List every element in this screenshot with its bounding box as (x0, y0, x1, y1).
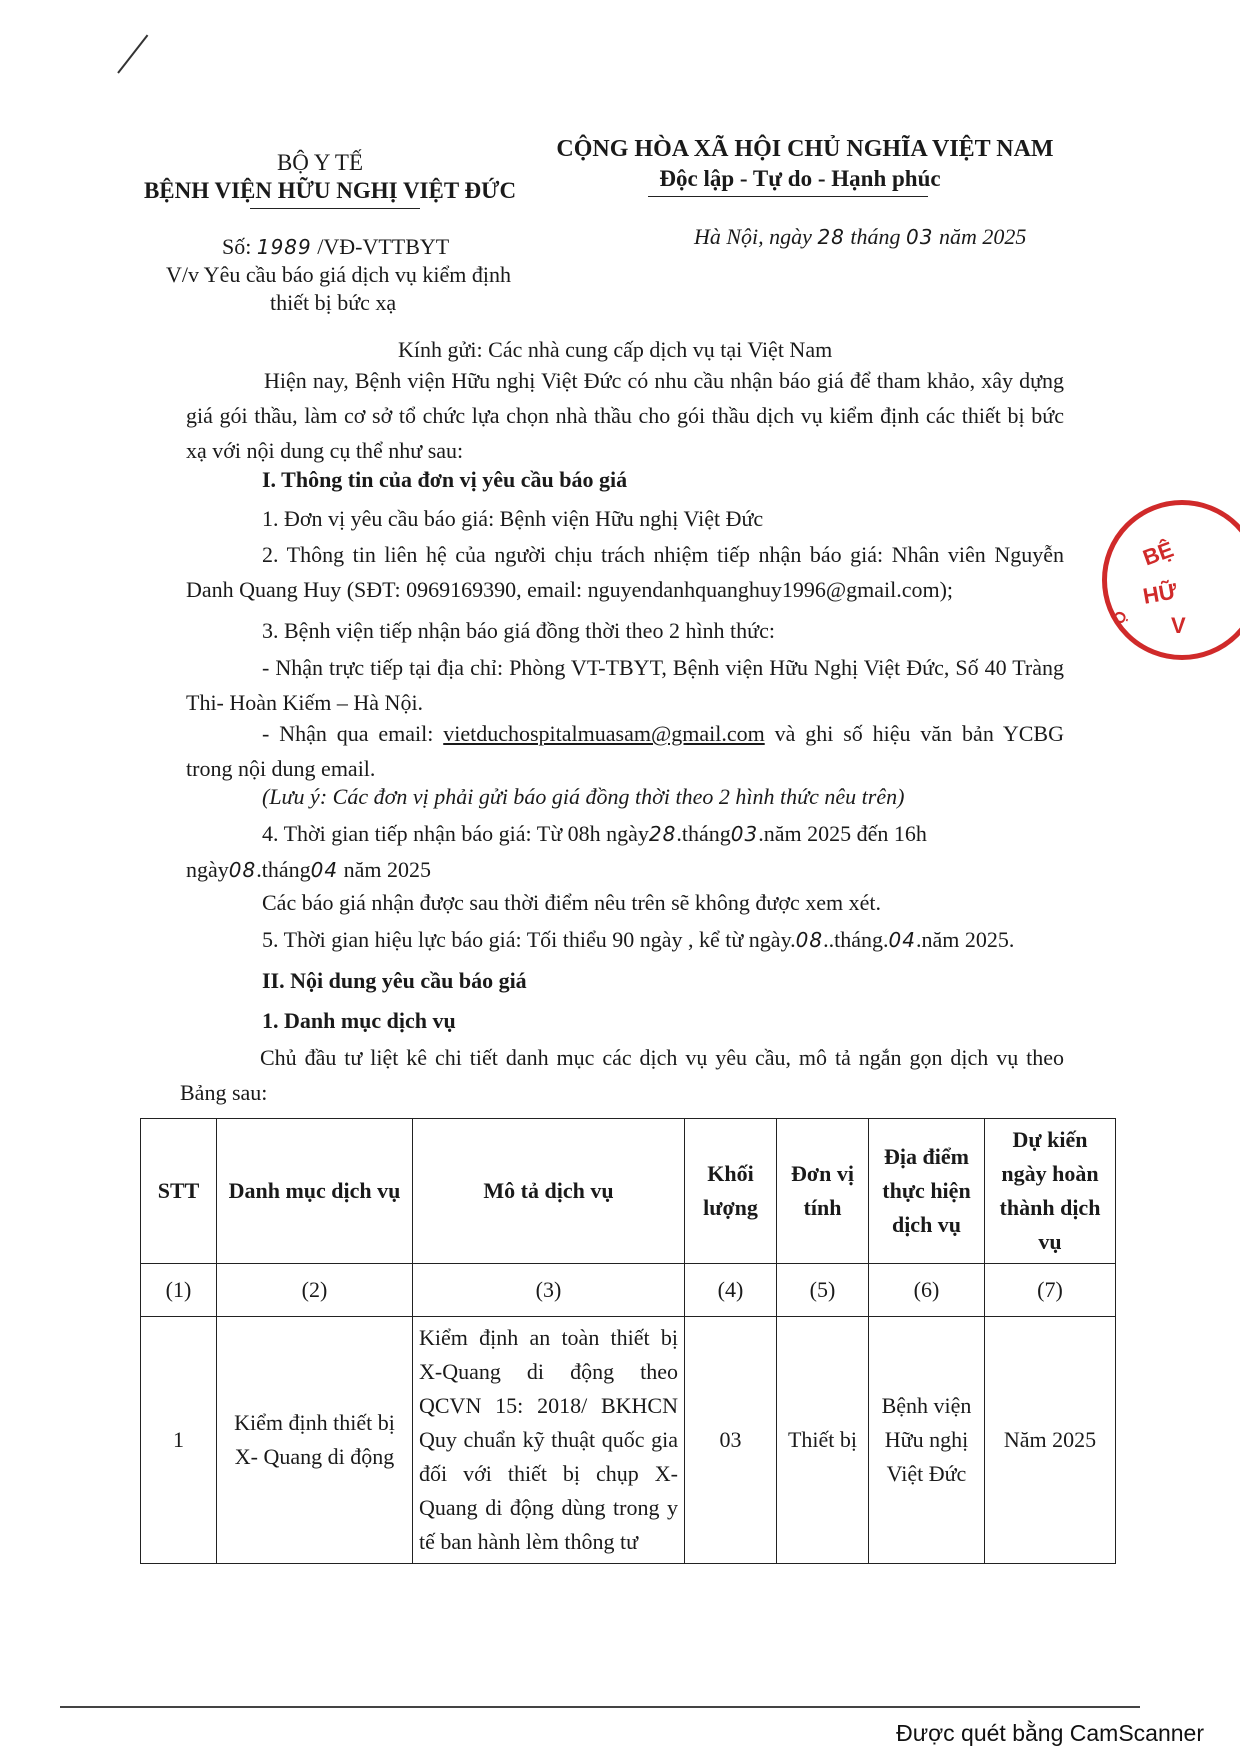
item-2-text: 2. Thông tin liên hệ của người chịu trách nhiệm tiếp nhận báo giá: Nhân viên Nguyễn Danh Quang Huy (SĐT: 0969169390, email: nguyendanhquanghuy1996@gmail.com); (186, 542, 1064, 602)
table-number-row (141, 1264, 1116, 1317)
cell-quantity: 03 (685, 1317, 777, 1564)
item-4-part-a: 4. Thời gian tiếp nhận báo giá: Từ 08h ngày (262, 821, 649, 846)
hospital-underline (250, 208, 420, 209)
item-3b-prefix: - Nhận qua email: (262, 721, 444, 746)
item-4-part-f: năm 2025 (338, 857, 431, 882)
date-month-label: tháng (850, 224, 901, 249)
doc-no-prefix: Số: (222, 234, 252, 259)
item-5-part-a: 5. Thời gian hiệu lực báo giá: Tối thiểu 90 ngày , kể từ ngày. (262, 927, 796, 952)
number-cell: (5) (777, 1264, 869, 1317)
cell-stt: 1 (141, 1317, 217, 1564)
section-2-title: II. Nội dung yêu cầu báo giá (262, 968, 527, 993)
number-cell: (7) (985, 1264, 1116, 1317)
doc-no-suffix: /VĐ-VTTBYT (317, 234, 450, 259)
hospital-name: BỆNH VIỆN HỮU NGHỊ VIỆT ĐỨC (143, 178, 517, 203)
item-4-part-c: .năm 2025 đến 16h (758, 821, 927, 846)
ministry-name: BỘ Y TẾ (276, 150, 364, 175)
pen-mark (117, 35, 148, 74)
intro-paragraph (186, 363, 1064, 468)
number-cell: (4) (685, 1264, 777, 1317)
cell-completion: Năm 2025 (985, 1317, 1116, 1564)
number-cell: (6) (869, 1264, 985, 1317)
header-unit: Đơn vị tính (777, 1119, 869, 1264)
camscanner-watermark: Được quét bằng CamScanner (896, 1720, 1204, 1746)
stamp-text: HỮ (1141, 578, 1179, 609)
item-3a (186, 650, 1064, 720)
list-intro (180, 1040, 1064, 1110)
header-stt: STT (141, 1119, 217, 1264)
stamp-text: BỆ (1139, 536, 1177, 571)
red-stamp (1102, 500, 1240, 660)
email-link[interactable]: vietduchospitalmuasam@gmail.com (443, 721, 765, 746)
item-5 (262, 925, 1014, 955)
date-year: năm 2025 (938, 224, 1027, 249)
document-number (222, 232, 449, 262)
item-5-part-b: ..tháng. (823, 927, 889, 952)
cell-unit: Thiết bị (777, 1317, 869, 1564)
item-3a-text: - Nhận trực tiếp tại địa chỉ: Phòng VT-TBYT, Bệnh viện Hữu Nghị Việt Đức, Số 40 Tràng Thi- Hoàn Kiếm – Hà Nội. (186, 655, 1064, 715)
item-3b-suffix: và ghi số hiệu văn bản YCBG trong nội dung email. (186, 721, 1064, 781)
item-4 (186, 816, 1064, 888)
greeting: Kính gửi: Các nhà cung cấp dịch vụ tại Việt Nam (398, 337, 833, 362)
header-service-category: Danh mục dịch vụ (217, 1119, 413, 1264)
service-table (140, 1118, 1116, 1564)
doc-no-handwritten: 1989 (256, 235, 312, 259)
item-4-day-2: 08 (228, 858, 257, 882)
header-location: Địa điểm thực hiện dịch vụ (869, 1119, 985, 1264)
table-header-row (141, 1119, 1116, 1264)
number-cell: (3) (413, 1264, 685, 1317)
date-line (694, 222, 1026, 252)
cell-location: Bệnh viện Hữu nghị Việt Đức (869, 1317, 985, 1564)
note: (Lưu ý: Các đơn vị phải gửi báo giá đồng thời theo 2 hình thức nêu trên) (262, 784, 905, 809)
item-4-month-2: 04 (310, 858, 339, 882)
bottom-rule (60, 1706, 1140, 1708)
item-5-part-c: .năm 2025. (915, 927, 1015, 952)
subsection-1-title: 1. Danh mục dịch vụ (262, 1008, 456, 1033)
table-row (141, 1317, 1116, 1564)
motto: Độc lập - Tự do - Hạnh phúc (659, 166, 941, 191)
item-4-month-1: 03 (730, 822, 759, 846)
header-quantity: Khối lượng (685, 1119, 777, 1264)
subject-line-1: V/v Yêu cầu báo giá dịch vụ kiểm định (166, 262, 511, 287)
section-1-title: I. Thông tin của đơn vị yêu cầu báo giá (262, 467, 628, 492)
cell-service-category: Kiểm định thiết bị X- Quang di động (217, 1317, 413, 1564)
item-5-month: 04 (888, 928, 916, 952)
stamp-text: Ộ (1110, 609, 1131, 627)
number-cell: (2) (217, 1264, 413, 1317)
stamp-text: V (1171, 613, 1186, 638)
header-service-description: Mô tả dịch vụ (413, 1119, 685, 1264)
item-4-part-d: ngày (186, 857, 229, 882)
intro-text: Hiện nay, Bệnh viện Hữu nghị Việt Đức có nhu cầu nhận báo giá để tham khảo, xây dựng giá gói thầu, làm cơ sở tổ chức lựa chọn nhà thầu cho gói thầu dịch vụ kiểm định các thiết bị bức xạ với nội dung cụ thể như sau: (186, 368, 1064, 463)
item-4-day-1: 28 (648, 822, 677, 846)
number-cell: (1) (141, 1264, 217, 1317)
item-3b (186, 716, 1064, 786)
item-5-day: 08 (795, 928, 824, 952)
cell-service-description: Kiểm định an toàn thiết bị X-Quang di động theo QCVN 15: 2018/ BKHCN Quy chuẩn kỹ thuật quốc gia đối với thiết bị chụp X-Quang di động dùng trong y tế ban hành lèm thông tư (413, 1317, 685, 1564)
date-day-handwritten: 28 (817, 225, 845, 249)
item-4-part-b: .tháng (676, 821, 731, 846)
item-1: 1. Đơn vị yêu cầu báo giá: Bệnh viện Hữu nghị Việt Đức (262, 506, 764, 531)
motto-underline (648, 196, 928, 197)
header-expected-completion: Dự kiến ngày hoàn thành dịch vụ (985, 1119, 1116, 1264)
list-intro-text: Chủ đầu tư liệt kê chi tiết danh mục các dịch vụ yêu cầu, mô tả ngắn gọn dịch vụ theo Bảng sau: (180, 1045, 1064, 1105)
item-2 (186, 537, 1064, 607)
country-name: CỘNG HÒA XÃ HỘI CHỦ NGHĨA VIỆT NAM (556, 136, 1054, 162)
item-4-part-e: .tháng (256, 857, 311, 882)
date-place: Hà Nội, ngày (694, 224, 812, 249)
item-3: 3. Bệnh viện tiếp nhận báo giá đồng thời theo 2 hình thức: (262, 618, 775, 643)
date-month-handwritten: 03 (906, 225, 934, 249)
subject-line-2: thiết bị bức xạ (270, 290, 397, 315)
item-4-note: Các báo giá nhận được sau thời điểm nêu trên sẽ không được xem xét. (262, 890, 881, 915)
